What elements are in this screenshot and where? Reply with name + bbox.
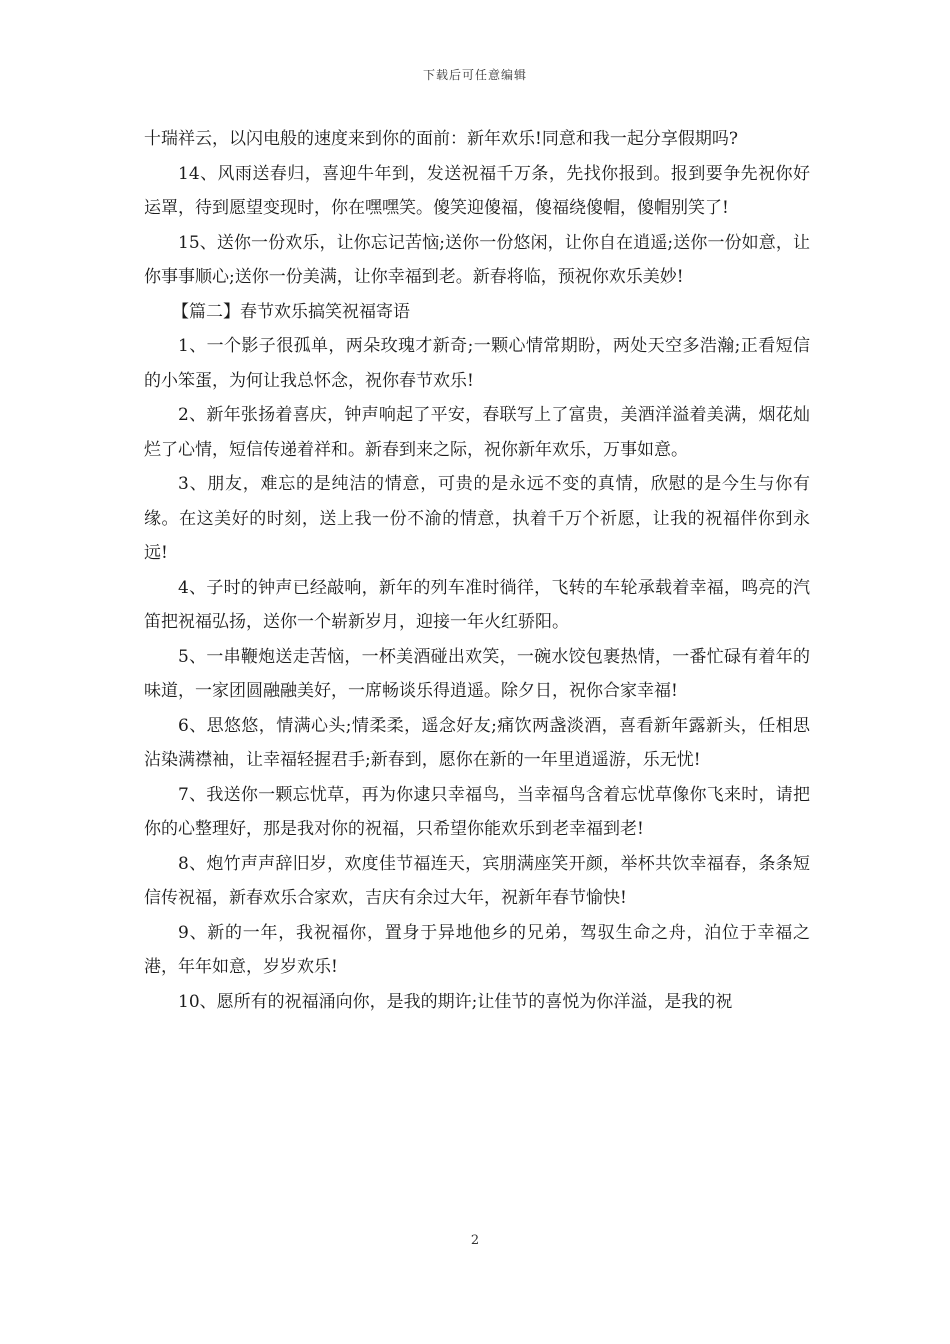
paragraph-item-4: 4、子时的钟声已经敲响，新年的列车准时徜徉，飞转的车轮承载着幸福，鸣亮的汽笛把祝福弘扬，送你一个崭新岁月，迎接一年火红骄阳。	[144, 577, 810, 632]
paragraph-item-6: 6、思悠悠，情满心头;情柔柔，遥念好友;痛饮两盏淡酒，喜看新年露新头，任相思沾染满襟袖，让幸福轻握君手;新春到，愿你在新的一年里逍遥游，乐无忧!	[144, 715, 810, 770]
page-header: 下载后可任意编辑	[422, 68, 527, 82]
paragraph-item-15: 15、送你一份欢乐，让你忘记苦恼;送你一份悠闲，让你自在逍遥;送你一份如意，让你事事顺心;送你一份美满，让你幸福到老。新春将临，预祝你欢乐美妙!	[144, 232, 810, 287]
page-number: 2	[470, 1233, 480, 1248]
document-body	[144, 122, 810, 1019]
paragraph-item-2: 2、新年张扬着喜庆，钟声响起了平安，春联写上了富贵，美酒洋溢着美满，烟花灿烂了心情，短信传递着祥和。新春到来之际，祝你新年欢乐，万事如意。	[144, 405, 810, 460]
paragraph-item-14: 14、风雨送春归，喜迎牛年到，发送祝福千万条，先找你报到。报到要争先祝你好运罩，待到愿望变现时，你在嘿嘿笑。傻笑迎傻福，傻福绕傻帽，傻帽别笑了!	[144, 163, 810, 218]
paragraph-item-10: 10、愿所有的祝福涌向你，是我的期许;让佳节的喜悦为你洋溢，是我的祝	[178, 991, 733, 1012]
paragraph-item-3: 3、朋友，难忘的是纯洁的情意，可贵的是永远不变的真情，欣慰的是今生与你有缘。在这美好的时刻，送上我一份不渝的情意，执着千万个祈愿，让我的祝福伴你到永远!	[144, 474, 810, 563]
paragraph-item-1: 1、一个影子很孤单，两朵玫瑰才新奇;一颗心情常期盼，两处天空多浩瀚;正看短信的小笨蛋，为何让我总怀念，祝你春节欢乐!	[144, 336, 810, 391]
section-heading: 【篇二】春节欢乐搞笑祝福寄语	[172, 301, 410, 322]
paragraph-item-5: 5、一串鞭炮送走苦恼，一杯美酒碰出欢笑，一碗水饺包裹热情，一番忙碌有着年的味道，一家团圆融融美好，一席畅谈乐得逍遥。除夕日，祝你合家幸福!	[144, 646, 810, 701]
paragraph-item-9: 9、新的一年，我祝福你，置身于异地他乡的兄弟，驾驭生命之舟，泊位于幸福之港，年年如意，岁岁欢乐!	[144, 922, 810, 977]
paragraph-item-8: 8、炮竹声声辞旧岁，欢度佳节福连天，宾朋满座笑开颜，举杯共饮幸福春，条条短信传祝福，新春欢乐合家欢，吉庆有余过大年，祝新年春节愉快!	[144, 853, 810, 908]
paragraph-item-7: 7、我送你一颗忘忧草，再为你逮只幸福鸟，当幸福鸟含着忘忧草像你飞来时，请把你的心整理好，那是我对你的祝福，只希望你能欢乐到老幸福到老!	[144, 784, 810, 839]
paragraph-continuation: 十瑞祥云，以闪电般的速度来到你的面前：新年欢乐!同意和我一起分享假期吗?	[144, 129, 738, 149]
